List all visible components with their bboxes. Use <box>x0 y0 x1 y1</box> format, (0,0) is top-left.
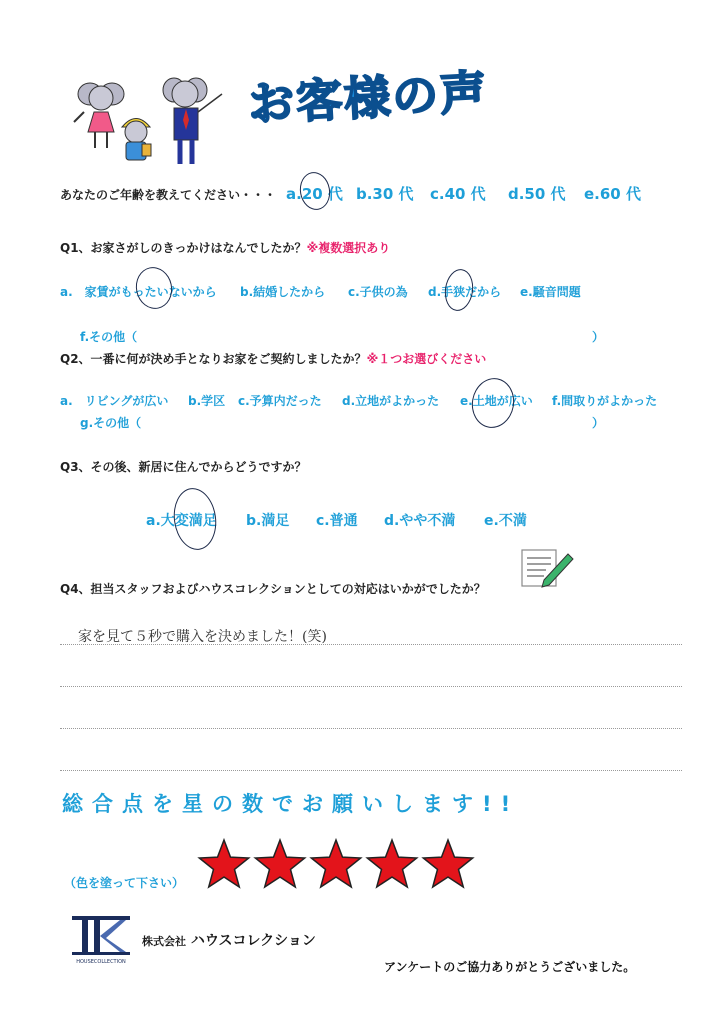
q2-question-text: Q2、一番に何が決め手となりお家をご契約しましたか？ <box>60 352 367 366</box>
age-option-a[interactable]: a.20 代 <box>286 185 343 203</box>
age-option-e[interactable]: e.60 代 <box>584 185 641 203</box>
mascot-illustration <box>62 72 242 172</box>
q1-option-d[interactable]: d.手狭だから <box>428 285 502 299</box>
q2-option-e[interactable]: e.土地が広い <box>460 394 533 408</box>
company-name-text: ハウスコレクション <box>190 933 316 949</box>
page-title: お客様の声 <box>246 64 490 132</box>
star-5[interactable] <box>423 840 472 887</box>
q1-option-f-close: ） <box>592 330 605 344</box>
q1-option-b[interactable]: b.結婚したから <box>240 285 326 299</box>
answer-line-3 <box>60 728 682 729</box>
q2-option-a[interactable]: a. リビングが広い <box>60 394 169 408</box>
company-prefix: 株式会社 <box>142 935 186 948</box>
age-option-b[interactable]: b.30 代 <box>356 185 414 203</box>
q1-question-text: Q1、お家さがしのきっかけはなんでしたか？ <box>60 241 307 255</box>
q2-option-g-close: ） <box>592 416 605 430</box>
memo-pencil-icon <box>520 548 574 590</box>
q1-option-a[interactable]: a. 家賃がもったいないから <box>60 285 217 299</box>
age-option-d[interactable]: d.50 代 <box>508 185 566 203</box>
company-name <box>142 930 316 950</box>
star-3[interactable] <box>311 840 360 887</box>
selected-mark-q3a <box>170 485 220 552</box>
q4-question: Q4、担当スタッフおよびハウスコレクションとしての対応はいかがでしたか？ <box>60 582 486 596</box>
q3-option-d[interactable]: d.やや不満 <box>384 513 456 529</box>
q4-handwritten-answer: 家を見て５秒で購入を決めました！(笑) <box>78 629 327 645</box>
q2-question <box>60 350 486 367</box>
selected-mark-q2e <box>468 375 518 432</box>
answer-line-1 <box>60 644 682 645</box>
q1-option-e[interactable]: e.騒音問題 <box>520 285 581 299</box>
star-1[interactable] <box>199 840 248 887</box>
q2-option-f[interactable]: f.間取りがよかった <box>552 394 658 408</box>
rating-note: （色を塗って下さい） <box>64 876 185 890</box>
q1-option-c[interactable]: c.子供の為 <box>348 285 408 299</box>
q3-option-a[interactable]: a.大変満足 <box>146 513 217 529</box>
q3-question: Q3、その後、新居に住んでからどうですか？ <box>60 460 307 474</box>
logo-caption: HOUSECOLLECTION <box>76 959 126 965</box>
q3-option-c[interactable]: c.普通 <box>316 513 358 529</box>
star-2[interactable] <box>255 840 304 887</box>
mascot-girl-elephant <box>74 83 124 148</box>
q1-note: ※複数選択あり <box>306 241 391 255</box>
q3-option-b[interactable]: b.満足 <box>246 513 290 529</box>
rating-heading: 総合点を星の数でお願いします!! <box>62 792 520 816</box>
star-rating[interactable] <box>196 836 476 894</box>
q3-option-e[interactable]: e.不満 <box>484 513 527 529</box>
q1-question <box>60 239 390 256</box>
selected-mark-q1a <box>132 264 176 313</box>
age-option-c[interactable]: c.40 代 <box>430 185 486 203</box>
selected-mark-q1d <box>442 267 476 312</box>
q1-option-f[interactable]: f.その他（ <box>80 330 138 344</box>
mascot-child-elephant <box>122 119 151 161</box>
star-4[interactable] <box>367 840 416 887</box>
company-logo <box>68 914 134 966</box>
answer-line-2 <box>60 686 682 687</box>
thanks-message: アンケートのご協力ありがとうございました。 <box>384 960 636 974</box>
selected-mark-age <box>297 170 333 213</box>
q2-option-c[interactable]: c.予算内だった <box>238 394 322 408</box>
q2-note: ※１つお選びください <box>366 352 487 366</box>
mascot-suit-elephant <box>163 78 222 164</box>
q2-option-b[interactable]: b.学区 <box>188 394 226 408</box>
q2-option-g[interactable]: g.その他（ <box>80 416 142 430</box>
q2-option-d[interactable]: d.立地がよかった <box>342 394 440 408</box>
age-question: あなたのご年齢を教えてください・・・ <box>60 188 277 202</box>
answer-line-4 <box>60 770 682 771</box>
